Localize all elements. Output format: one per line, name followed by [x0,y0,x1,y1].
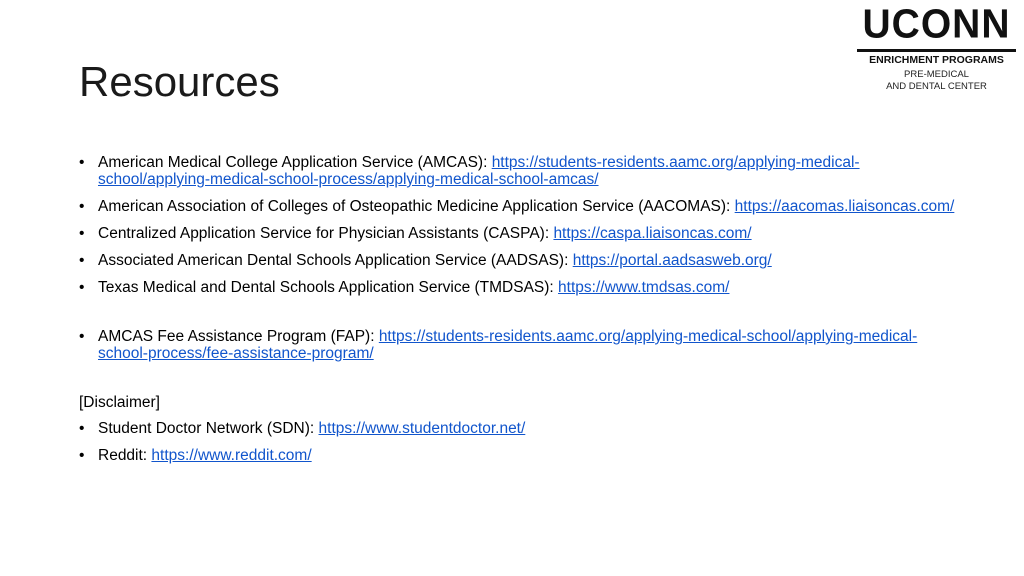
logo-center-line2: AND DENTAL CENTER [886,81,987,92]
logo-wordmark: UCONN [862,1,1011,48]
item-label: American Association of Colleges of Osteopathic Medicine Application Service (AACOMAS): [98,198,735,215]
bullet: • [79,198,85,215]
list-item-reddit [79,447,959,464]
bullet: • [79,154,85,171]
item-label: Texas Medical and Dental Schools Application Service (TMDSAS): [98,279,559,296]
spacer [79,372,959,394]
bullet: • [79,225,85,242]
logo-rule [857,49,1016,52]
slide-title: Resources [79,58,280,105]
item-label: Associated American Dental Schools Application Service (AADSAS): [98,252,573,269]
list-item-sdn [79,420,959,437]
list-item-fap [79,328,959,362]
item-label: Student Doctor Network (SDN): [98,420,319,437]
list-item-aacomas [79,198,959,215]
sdn-link[interactable]: https://www.studentdoctor.net/ [318,420,526,437]
list-item-amcas [79,154,959,188]
list-item-aadsas [79,252,959,269]
uconn-logo [855,1,1018,96]
logo-program-name: ENRICHMENT PROGRAMS [869,54,1004,66]
list-item-caspa [79,225,959,242]
reddit-link[interactable]: https://www.reddit.com/ [151,447,312,464]
tmdsas-link[interactable]: https://www.tmdsas.com/ [558,279,730,296]
bullet: • [79,447,85,464]
item-label: Centralized Application Service for Physician Assistants (CASPA): [98,225,554,242]
bullet: • [79,252,85,269]
amcas-link[interactable]: https://students-residents.aamc.org/applying-medical-school/applying-medical-school-process/applying-medical-school-amcas/ [98,154,860,188]
list-item-tmdsas [79,279,959,296]
aadsas-link[interactable]: https://portal.aadsasweb.org/ [572,252,772,269]
resource-list [79,154,959,474]
bullet: • [79,420,85,437]
logo-center-line1: PRE-MEDICAL [904,69,969,80]
bullet: • [79,279,85,296]
aacomas-link[interactable]: https://aacomas.liaisoncas.com/ [734,198,955,215]
bullet: • [79,328,85,345]
item-label: American Medical College Application Service (AMCAS): [98,154,492,171]
item-label: Reddit: [98,447,152,464]
disclaimer-label: [Disclaimer] [79,394,160,411]
fap-link[interactable]: https://students-residents.aamc.org/applying-medical-school/applying-medical-school-process/fee-assistance-program/ [98,328,918,362]
spacer [79,306,959,328]
item-label: AMCAS Fee Assistance Program (FAP): [98,328,379,345]
caspa-link[interactable]: https://caspa.liaisoncas.com/ [553,225,752,242]
